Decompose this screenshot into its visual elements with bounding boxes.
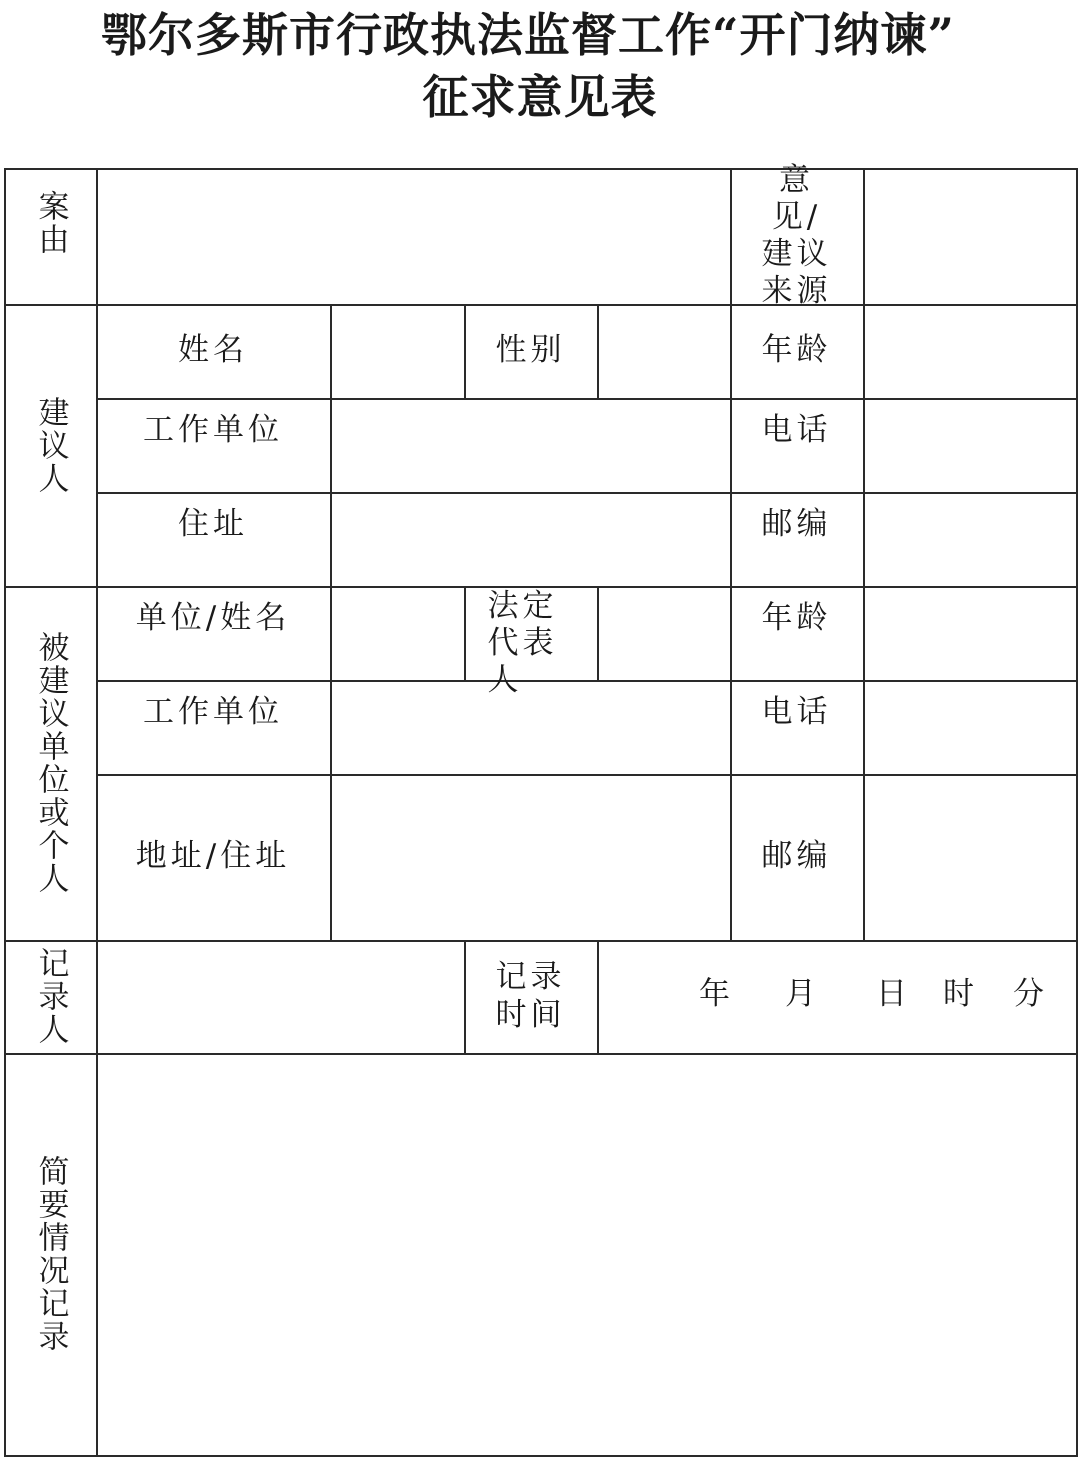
date-year-unit: 年 [699, 976, 734, 1012]
proposer-work-unit-label-cell [96, 398, 330, 492]
date-month-unit: 月 [785, 976, 820, 1012]
table-border-right [1076, 168, 1078, 1456]
respondent-work-unit-label: 工作单位 [143, 694, 283, 730]
case-label-cell [4, 168, 96, 304]
record-time-field[interactable] [597, 940, 1076, 1053]
proposer-gender-field[interactable] [597, 304, 730, 398]
proposer-age-label-cell [730, 304, 863, 398]
respondent-section-label: 被建议单位或个人 [32, 631, 69, 895]
respondent-address-label-cell [96, 774, 330, 940]
respondent-legal-rep-field[interactable] [597, 586, 730, 680]
proposer-phone-label: 电话 [761, 412, 832, 448]
date-day-unit: 日 [876, 976, 911, 1012]
summary-label: 简要情况记录 [32, 1155, 69, 1353]
record-time-label-cell [464, 940, 597, 1053]
respondent-unit-name-label-cell [96, 586, 330, 680]
proposer-name-field[interactable] [330, 304, 464, 398]
proposer-age-label: 年龄 [761, 332, 832, 369]
proposer-phone-label-cell [730, 398, 863, 492]
respondent-postcode-label-cell [730, 774, 863, 940]
source-label-cell [730, 161, 863, 310]
respondent-age-label-cell [730, 586, 863, 680]
case-label: 案由 [32, 190, 69, 256]
date-minute-unit: 分 [1013, 976, 1048, 1012]
form-title: 鄂尔多斯市行政执法监督工作“开门纳谏” [101, 8, 955, 62]
proposer-name-label: 姓名 [178, 332, 248, 369]
respondent-work-unit-label-cell [96, 680, 330, 774]
summary-field[interactable] [96, 1053, 1076, 1455]
respondent-unit-name-label: 单位/姓名 [135, 600, 291, 636]
source-label: 意见/建议来源 [761, 161, 832, 310]
proposer-section-cell [4, 304, 96, 586]
proposer-age-field[interactable] [863, 304, 1076, 398]
proposer-address-label: 住址 [178, 506, 248, 542]
summary-label-cell [4, 1053, 96, 1455]
proposer-work-unit-label: 工作单位 [143, 412, 283, 448]
respondent-age-label: 年龄 [761, 600, 832, 636]
respondent-section-cell [4, 586, 96, 940]
respondent-unit-name-field[interactable] [330, 586, 464, 680]
proposer-postcode-label-cell [730, 492, 863, 586]
respondent-address-label: 地址/住址 [135, 838, 291, 875]
respondent-phone-label-cell [730, 680, 863, 774]
recorder-label: 记录人 [32, 947, 69, 1046]
proposer-postcode-label: 邮编 [761, 506, 832, 542]
proposer-gender-label: 性别 [495, 332, 566, 369]
respondent-age-field[interactable] [863, 586, 1076, 680]
proposer-work-unit-field[interactable] [330, 398, 730, 492]
proposer-phone-field[interactable] [863, 398, 1076, 492]
recorder-label-cell [4, 940, 96, 1053]
source-field[interactable] [863, 168, 1076, 304]
proposer-gender-label-cell [464, 304, 597, 398]
proposer-address-field[interactable] [330, 492, 730, 586]
respondent-legal-rep-label: 法定代表人 [487, 588, 558, 699]
proposer-section-label: 建议人 [32, 395, 69, 495]
table-border-bottom [4, 1455, 1078, 1457]
form-subtitle: 征求意见表 [422, 70, 658, 124]
respondent-phone-label: 电话 [761, 694, 832, 730]
case-field[interactable] [96, 168, 730, 304]
respondent-address-field[interactable] [330, 774, 730, 940]
recorder-field[interactable] [96, 940, 464, 1053]
respondent-legal-rep-label-cell [464, 586, 597, 699]
respondent-postcode-field[interactable] [863, 774, 1076, 940]
proposer-postcode-field[interactable] [863, 492, 1076, 586]
respondent-work-unit-field[interactable] [330, 680, 730, 774]
respondent-postcode-label: 邮编 [761, 838, 832, 875]
proposer-address-label-cell [96, 492, 330, 586]
record-time-label: 记录时间 [495, 959, 566, 1033]
proposer-name-label-cell [96, 304, 330, 398]
respondent-phone-field[interactable] [863, 680, 1076, 774]
date-hour-unit: 时 [943, 976, 978, 1012]
